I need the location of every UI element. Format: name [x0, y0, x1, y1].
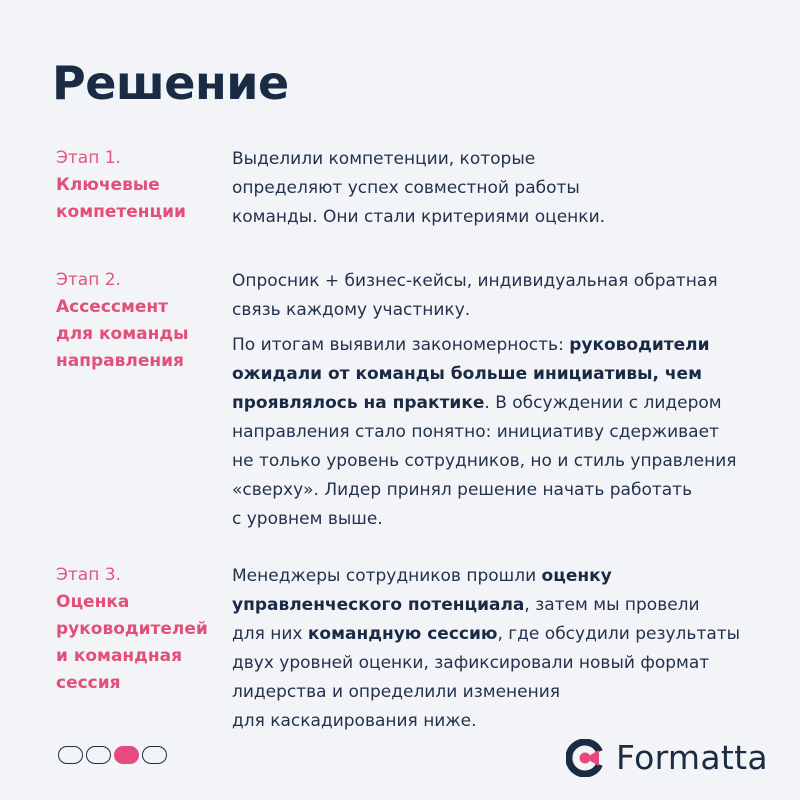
text-run: не только уровень сотрудников, но и стиль управления — [232, 451, 737, 471]
brand-logo — [566, 738, 768, 777]
text-run: . В обсуждении с лидером — [484, 393, 722, 413]
highlighted-text: руководители — [569, 335, 710, 355]
text-run: для них — [232, 624, 308, 644]
stage-paragraph — [232, 562, 772, 736]
highlighted-text: оценку — [541, 566, 612, 586]
stage-name-line: для команды — [56, 324, 189, 344]
text-run: , затем мы провели — [524, 595, 700, 615]
stage-name-line: Ключевые — [56, 175, 160, 195]
pagination-dot-active — [114, 746, 139, 764]
text-run: связь каждому участнику. — [232, 300, 471, 320]
text-run: команды. Они стали критериями оценки. — [232, 207, 606, 227]
text-run: двух уровней оценки, зафиксировали новый формат — [232, 653, 710, 673]
stage-paragraph — [232, 145, 772, 232]
text-run: определяют успех совместной работы — [232, 178, 580, 198]
stage-description — [232, 145, 772, 232]
formatta-logo-icon — [566, 739, 604, 777]
text-run: По итогам выявили закономерность: — [232, 335, 570, 355]
logo-wordmark: Formatta — [616, 738, 768, 777]
highlighted-text: проявлялось на практике — [232, 393, 485, 413]
text-run: , где обсудили результаты — [497, 624, 741, 644]
highlighted-text: ожидали от команды больше инициативы, чем — [232, 364, 702, 384]
text-run: Менеджеры сотрудников прошли — [232, 566, 542, 586]
stage-name-line: и командная — [56, 646, 183, 666]
stage-description — [232, 267, 772, 534]
stage-number: Этап 2. — [56, 270, 121, 290]
pagination-dot — [142, 746, 167, 764]
text-run: с уровнем выше. — [232, 509, 383, 529]
stage-number: Этап 1. — [56, 148, 121, 168]
text-run: направления стало понятно: инициативу сдерживает — [232, 422, 719, 442]
stage-name-line: компетенции — [56, 202, 186, 222]
text-run: Выделили компетенции, которые — [232, 149, 536, 169]
text-run: для каскадирования ниже. — [232, 711, 477, 731]
stage-name-line: направления — [56, 351, 184, 371]
text-run: «сверху». Лидер принял решение начать работать — [232, 480, 693, 500]
page-title: Решение — [52, 56, 289, 110]
text-run: лидерства и определили изменения — [232, 682, 561, 702]
text-run: Опросник + бизнес-кейсы, индивидуальная обратная — [232, 271, 718, 291]
stage-paragraph — [232, 331, 772, 534]
stage-name-line: Оценка — [56, 592, 130, 612]
pagination-dot — [86, 746, 111, 764]
highlighted-text: командную сессию — [307, 624, 498, 644]
stage-name-line: Ассессмент — [56, 297, 169, 317]
pagination-dot — [58, 746, 83, 764]
stage-name-line: руководителей — [56, 619, 208, 639]
stage-paragraph — [232, 267, 772, 325]
pagination-dots — [58, 746, 167, 764]
stage-number: Этап 3. — [56, 565, 121, 585]
stage-name-line: сессия — [56, 673, 121, 693]
highlighted-text: управленческого потенциала — [232, 595, 525, 615]
stage-description — [232, 562, 772, 736]
